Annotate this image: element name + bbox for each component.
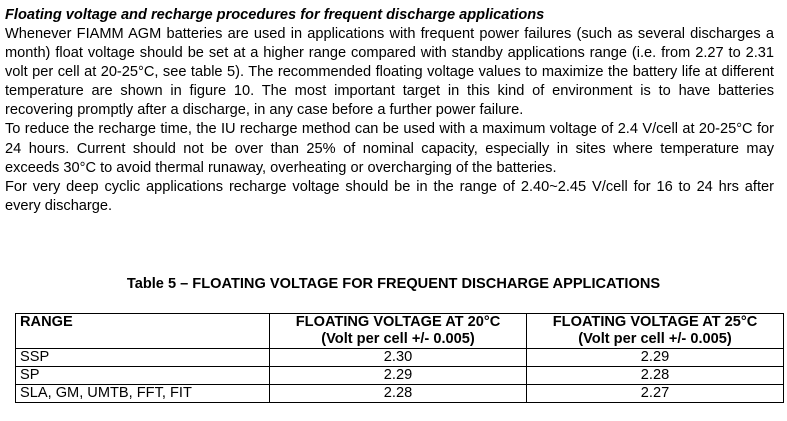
- paragraph-deep-cyclic: For very deep cyclic applications recharge voltage should be in the range of 2.40~2.45 V/cell for 16 to 24 hrs after every discharge.: [5, 178, 774, 214]
- header-range: [16, 314, 270, 349]
- header-voltage-20c-label: FLOATING VOLTAGE AT 20°C: [295, 314, 501, 330]
- paragraph-recharge-time: To reduce the recharge time, the IU recharge method can be used with a maximum voltage of 2.4 V/cell at 20-25°C for 24 hours. Current should not be over than 25% of nominal capacity, especially in sites where temperature may exceeds 30°C to avoid thermal runaway, overheating or overcharging of the batteries.: [5, 121, 774, 176]
- cell-voltage-20c: 2.28: [270, 385, 527, 403]
- table-row: [16, 385, 784, 403]
- section-heading: Floating voltage and recharge procedures for frequent discharge applications: [5, 7, 545, 23]
- header-voltage-20c-unit: (Volt per cell +/- 0.005): [321, 331, 475, 347]
- cell-voltage-25c: 2.27: [527, 385, 784, 403]
- header-voltage-25c: [527, 314, 784, 349]
- cell-range: SSP: [16, 349, 270, 367]
- table-header-row: [16, 314, 784, 349]
- cell-voltage-25c: 2.29: [527, 349, 784, 367]
- header-voltage-20c: [270, 314, 527, 349]
- table-title: Table 5 – FLOATING VOLTAGE FOR FREQUENT DISCHARGE APPLICATIONS: [126, 276, 661, 292]
- table-row: [16, 367, 784, 385]
- cell-voltage-25c: 2.28: [527, 367, 784, 385]
- cell-range: SLA, GM, UMTB, FFT, FIT: [16, 385, 270, 403]
- paragraph-float-voltage: Whenever FIAMM AGM batteries are used in applications with frequent power failures (such as several discharges a month) float voltage should be set at a higher range compared with standby applications range (i.e. from 2.27 to 2.31 volt per cell at 20-25°C, see table 5). The recommended floating voltage values to maximize the battery life at different temperature are shown in figure 10. The most important target in this kind of environment is to have batteries recovering promptly after a discharge, in any case before a further power failure.: [5, 26, 774, 119]
- cell-voltage-20c: 2.29: [270, 367, 527, 385]
- header-voltage-25c-unit: (Volt per cell +/- 0.005): [578, 331, 732, 347]
- cell-voltage-20c: 2.30: [270, 349, 527, 367]
- header-range-label: RANGE: [20, 314, 73, 330]
- header-voltage-25c-label: FLOATING VOLTAGE AT 25°C: [552, 314, 758, 330]
- cell-range: SP: [16, 367, 270, 385]
- floating-voltage-table: [15, 313, 784, 403]
- table-row: [16, 349, 784, 367]
- body-text: [5, 25, 774, 216]
